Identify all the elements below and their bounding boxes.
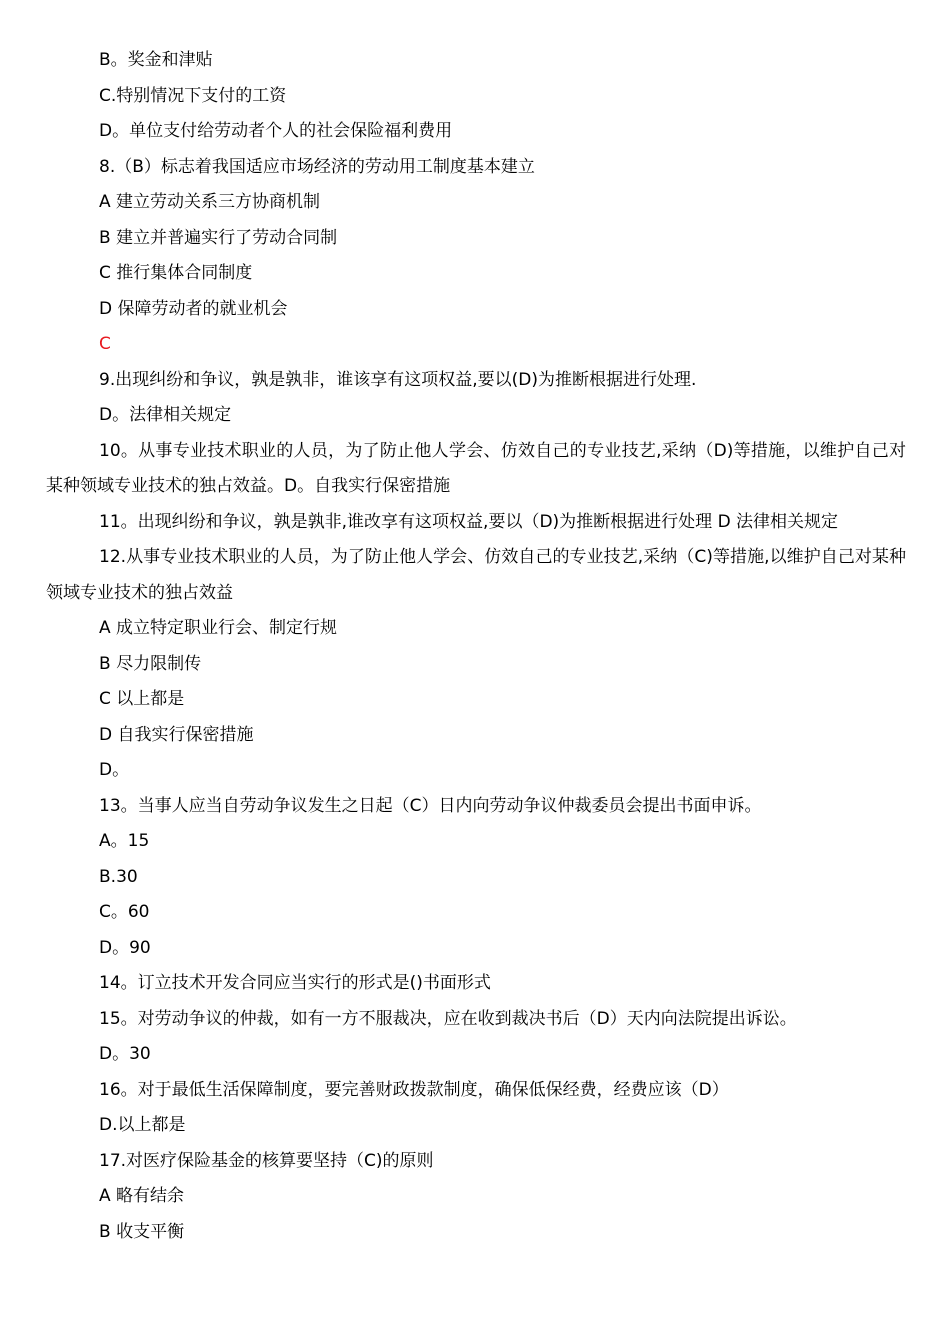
option-line: D 自我实行保密措施 [99, 724, 254, 745]
option-line: B。奖金和津贴 [99, 50, 213, 70]
question-12: 12.从事专业技术职业的人员，为了防止他人学会、仿效自己的专业技艺,采纳（C)等措施,以维护自己对某种领域专业技术的独占效益 [46, 547, 906, 603]
question-16: 16。对于最低生活保障制度，要完善财政拨款制度，确保低保经费，经费应该（D） [99, 1079, 729, 1100]
question-14: 14。订立技术开发合同应当实行的形式是()书面形式 [99, 973, 491, 993]
option-line: B 收支平衡 [99, 1221, 185, 1242]
document-body [46, 43, 906, 1250]
question-9: 9.出现纠纷和争议，孰是孰非，谁该享有这项权益,要以(D)为推断根据进行处理. [99, 369, 697, 390]
option-line: A 建立劳动关系三方协商机制 [99, 192, 321, 212]
question-8: 8.（B）标志着我国适应市场经济的劳动用工制度基本建立 [99, 156, 535, 177]
option-line: C 以上都是 [99, 689, 185, 709]
question-15: 15。对劳动争议的仲裁，如有一方不服裁决，应在收到裁决书后（D）天内向法院提出诉讼。 [99, 1008, 797, 1029]
option-line: D。90 [99, 937, 151, 958]
answer-line: D.以上都是 [99, 1115, 186, 1135]
answer-line: D。法律相关规定 [99, 405, 232, 425]
answer-highlight: C [99, 334, 111, 354]
question-13: 13。当事人应当自劳动争议发生之日起（C）日内向劳动争议仲裁委员会提出书面申诉。 [99, 795, 762, 816]
question-10: 10。从事专业技术职业的人员，为了防止他人学会、仿效自己的专业技艺,采纳（D)等措施，以维护自己对某种领域专业技术的独占效益。D。自我实行保密措施 [46, 440, 906, 496]
answer-line: D。 [99, 760, 130, 780]
answer-line: D。30 [99, 1044, 151, 1064]
option-line: D。单位支付给劳动者个人的社会保险福利费用 [99, 121, 453, 141]
option-line: B.30 [99, 866, 138, 887]
option-line: B 建立并普遍实行了劳动合同制 [99, 227, 338, 248]
option-line: A 成立特定职业行会、制定行规 [99, 618, 338, 638]
question-11: 11。出现纠纷和争议，孰是孰非,谁改享有这项权益,要以（D)为推断根据进行处理 D 法律相关规定 [99, 511, 839, 532]
option-line: C 推行集体合同制度 [99, 263, 253, 283]
option-line: A 略有结余 [99, 1186, 185, 1206]
question-17: 17.对医疗保险基金的核算要坚持（C)的原则 [99, 1150, 434, 1171]
option-line: D 保障劳动者的就业机会 [99, 298, 288, 319]
option-line: C.特别情况下支付的工资 [99, 85, 287, 106]
option-line: C。60 [99, 902, 150, 922]
option-line: A。15 [99, 831, 150, 851]
option-line: B 尽力限制传 [99, 653, 202, 674]
